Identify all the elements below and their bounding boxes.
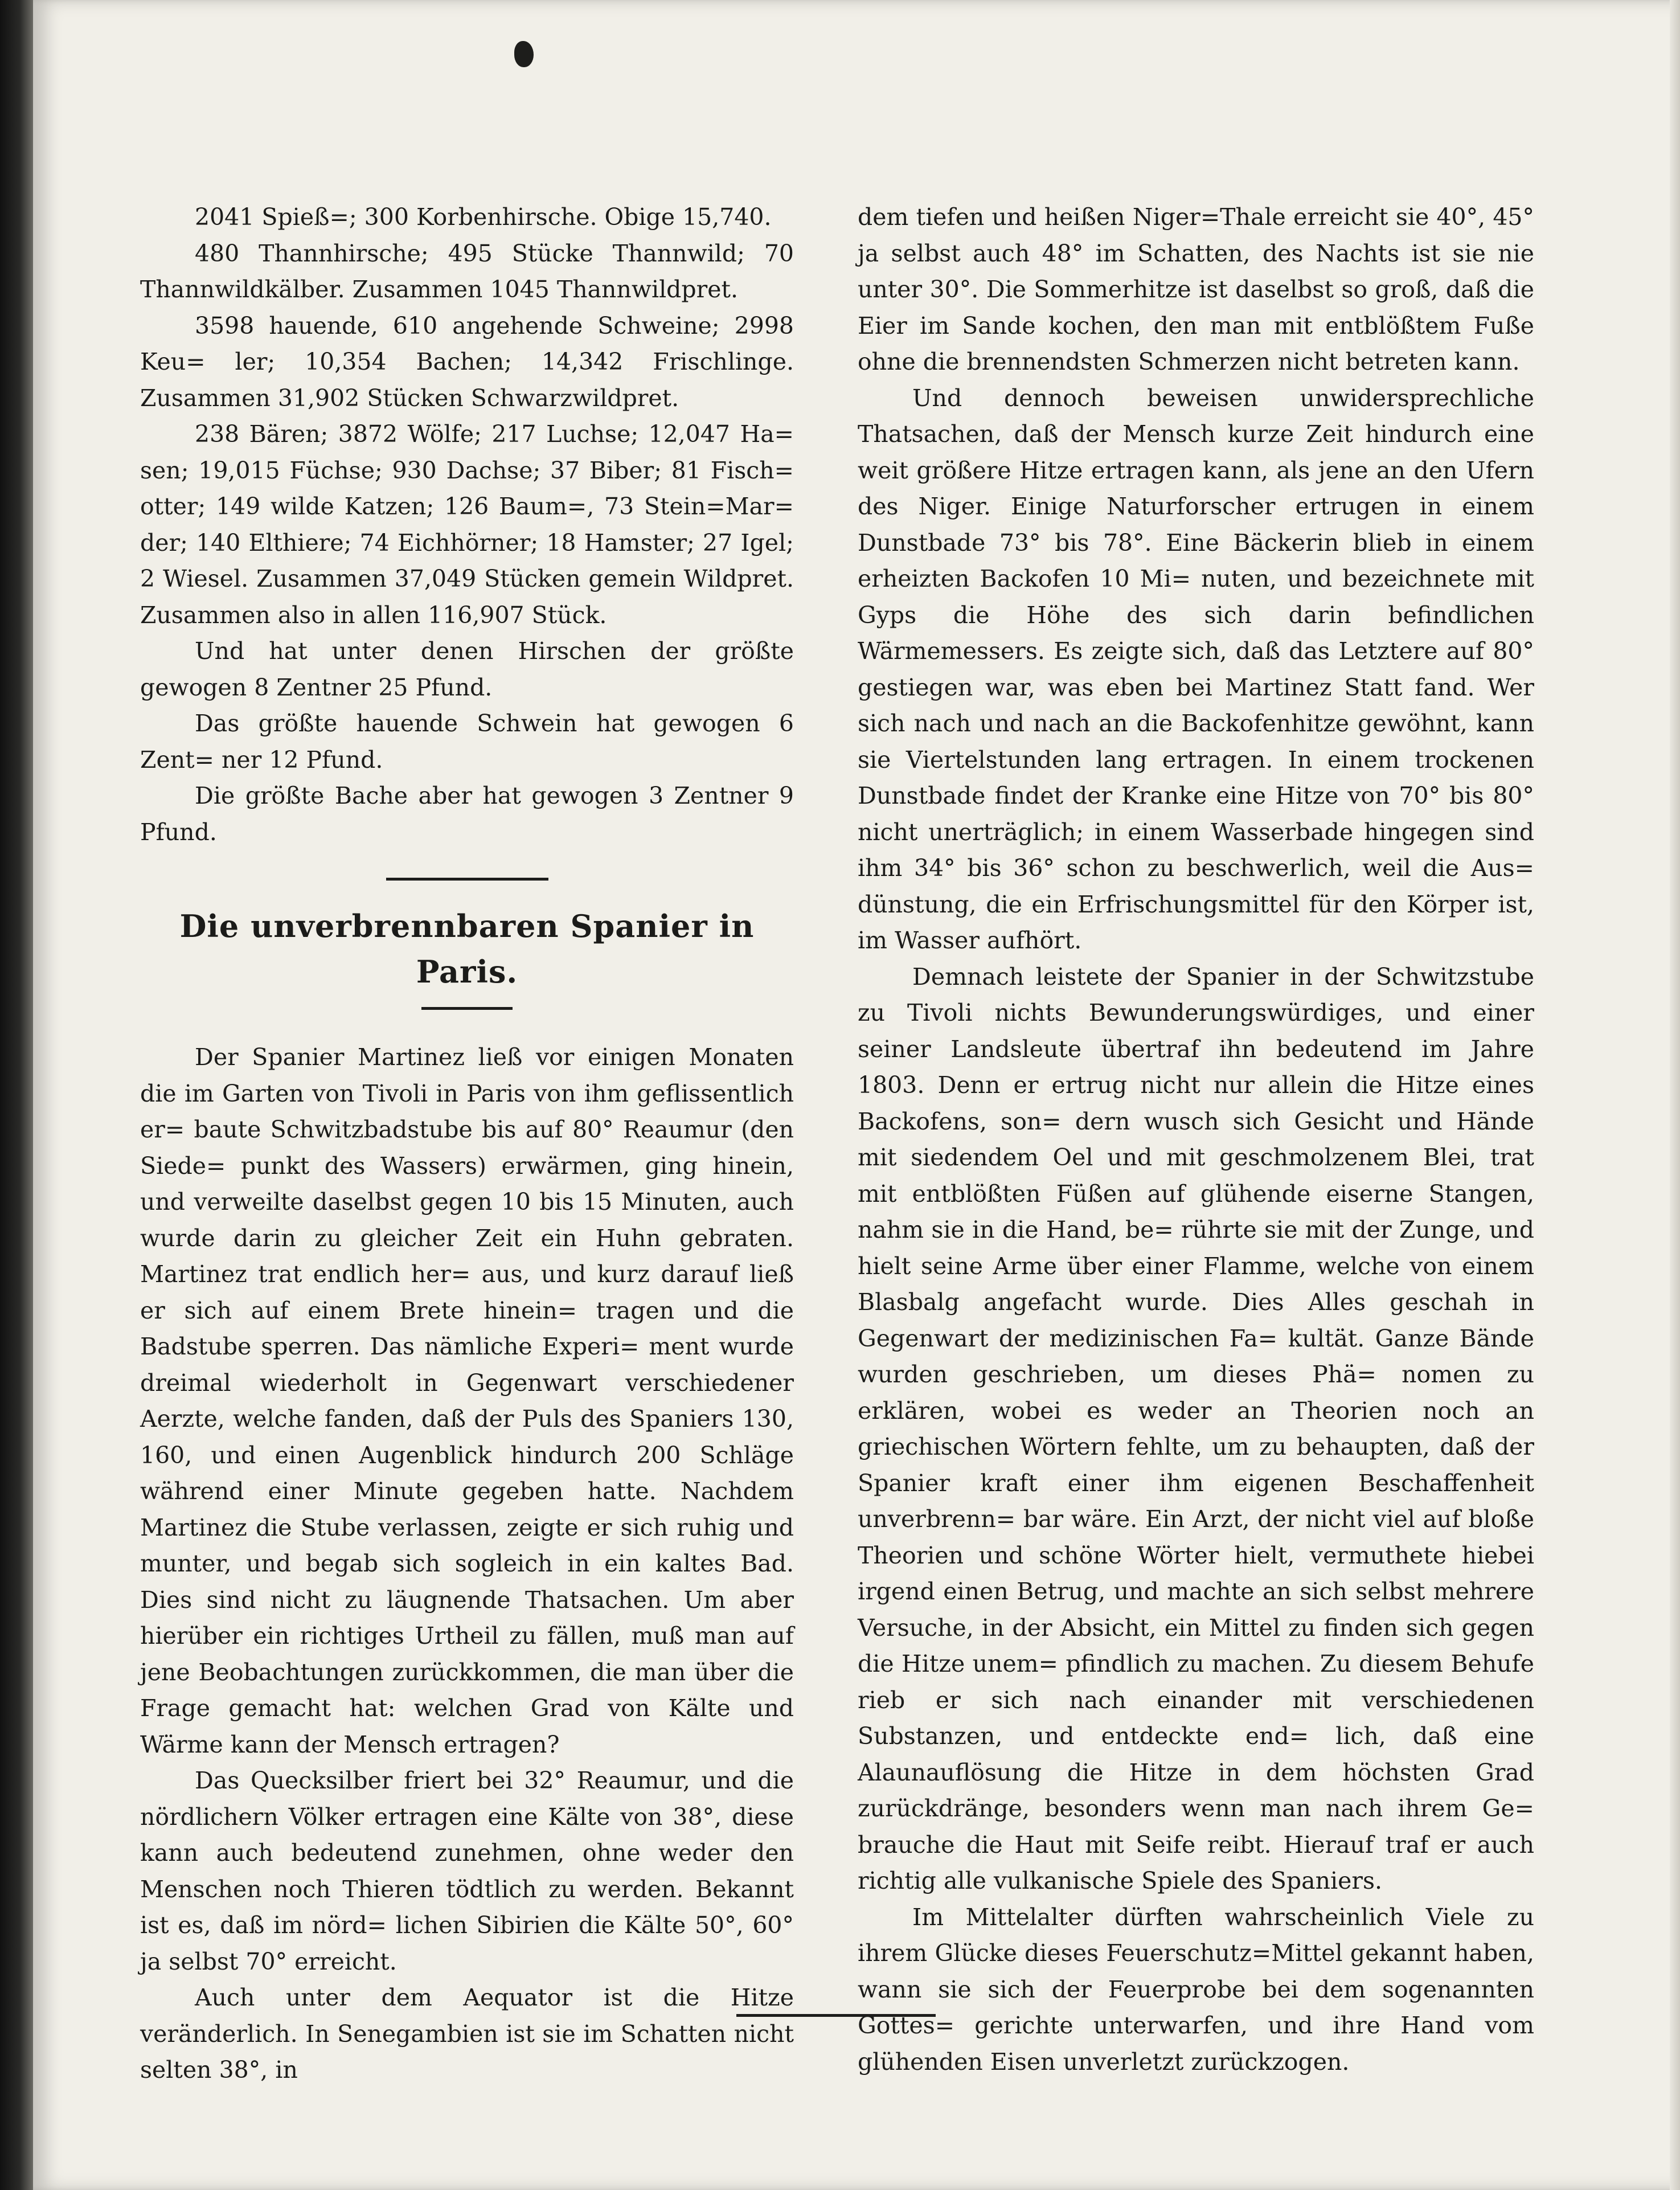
ink-blot (514, 41, 534, 67)
left-column (140, 199, 794, 2089)
right-column (858, 199, 1534, 2080)
article-paragraph: Der Spanier Martinez ließ vor einigen Monaten die im Garten von Tivoli in Paris von ihm geflissentlich er= baute Schwitzbadstube bis auf 80° Reaumur (den Siede= punkt des Wassers) erwärmen, ging hinein, und verweilte daselbst gegen 10 bis 15 Minuten, auch wurde darin zu gleicher Zeit ein Huhn gebraten. Martinez trat endlich her= aus, und kurz darauf ließ er sich auf einem Brete hinein= tragen und die Badstube sperren. Das nämliche Experi= ment wurde dreimal wiederholt in Gegenwart verschiedener Aerzte, welche fanden, daß der Puls des Spaniers 130, 160, und einen Augenblick hindurch 200 Schläge während einer Minute gegeben hatte. Nachdem Martinez die Stube verlassen, zeigte er sich ruhig und munter, und begab sich sogleich in ein kaltes Bad. Dies sind nicht zu läugnende Thatsachen. Um aber hierüber ein richtiges Urtheil zu fällen, muß man auf jene Beobachtungen zurückkommen, die man über die Frage gemacht hat: welchen Grad von Kälte und Wärme kann der Mensch ertragen? (140, 1043, 794, 1758)
page-edge (1670, 0, 1680, 2190)
list-paragraph: Das größte hauende Schwein hat gewogen 6 Zent= ner 12 Pfund. (140, 710, 794, 773)
list-paragraph: 2041 Spieß=; 300 Korbenhirsche. Obige 15,740. (195, 203, 772, 231)
article-title: Die unverbrennbaren Spanier in Paris. (179, 908, 755, 990)
article-paragraph: Das Quecksilber friert bei 32° Reaumur, und die nördlichern Völker ertragen eine Kälte von 38°, diese kann auch bedeutend zunehmen, ohne weder den Menschen noch Thieren tödtlich zu werden. Bekannt ist es, daß im nörd= lichen Sibirien die Kälte 50°, 60° ja selbst 70° erreicht. (140, 1767, 794, 1975)
list-paragraph: Die größte Bache aber hat gewogen 3 Zentner 9 Pfund. (140, 782, 794, 846)
list-paragraph: Und hat unter denen Hirschen der größte gewogen 8 Zentner 25 Pfund. (140, 637, 794, 701)
end-divider (736, 2014, 936, 2017)
article-paragraph: Auch unter dem Aequator ist die Hitze veränderlich. In Senegambien ist sie im Schatten nicht selten 38°, in (140, 1984, 794, 2083)
article-paragraph: dem tiefen und heißen Niger=Thale erreicht sie 40°, 45° ja selbst auch 48° im Schatten, des Nachts ist sie nie unter 30°. Die Sommerhitze ist daselbst so groß, daß die Eier im Sande kochen, den man mit entblößtem Fuße ohne die brennendsten Schmerzen nicht betreten kann. (858, 203, 1534, 375)
article-paragraph: Demnach leistete der Spanier in der Schwitzstube zu Tivoli nichts Bewunderungswürdiges, und einer seiner Landsleute übertraf ihn bedeutend im Jahre 1803. Denn er ertrug nicht nur allein die Hitze eines Backofens, son= dern wusch sich Gesicht und Hände mit siedendem Oel und mit geschmolzenem Blei, trat mit entblößten Füßen auf glühende eiserne Stangen, nahm sie in die Hand, be= rührte sie mit der Zunge, und hielt seine Arme über einer Flamme, welche von einem Blasbalg angefacht wurde. Dies Alles geschah in Gegenwart der medizinischen Fa= kultät. Ganze Bände wurden geschrieben, um dieses Phä= nomen zu erklären, wobei es weder an Theorien noch an griechischen Wörtern fehlte, um zu behaupten, daß der Spanier kraft einer ihm eigenen Beschaffenheit unverbrenn= bar wäre. Ein Arzt, der nicht viel auf bloße Theorien und schöne Wörter hielt, vermuthete hiebei irgend einen Betrug, und machte an sich selbst mehrere Versuche, in der Absicht, ein Mittel zu finden sich gegen die Hitze unem= pfindlich zu machen. Zu diesem Behufe rieb er sich nach einander mit verschiedenen Substanzen, und entdeckte end= lich, daß eine Alaunauflösung die Hitze in dem höchsten Grad zurückdränge, besonders wenn man nach ihrem Ge= brauche die Haut mit Seife reibt. Hierauf traf er auch richtig alle vulkanische Spiele des Spaniers. (858, 963, 1534, 1894)
article-paragraph: Und dennoch beweisen unwidersprechliche Thatsachen, daß der Mensch kurze Zeit hindurch eine weit größere Hitze ertragen kann, als jene an den Ufern des Niger. Einige Naturforscher ertrugen in einem Dunstbade 73° bis 78°. Eine Bäckerin blieb in einem erheizten Backofen 10 Mi= nuten, und bezeichnete mit Gyps die Höhe des sich darin befindlichen Wärmemessers. Es zeigte sich, daß das Letztere auf 80° gestiegen war, was eben bei Martinez Statt fand. Wer sich nach und nach an die Backofenhitze gewöhnt, kann sie Viertelstunden lang ertragen. In einem trockenen Dunstbade findet der Kranke eine Hitze von 70° bis 80° nicht unerträglich; in einem Wasserbade hingegen sind ihm 34° bis 36° schon zu beschwerlich, weil die Aus= dünstung, die ein Erfrischungsmittel für den Körper ist, im Wasser aufhört. (858, 384, 1534, 954)
list-paragraph: 238 Bären; 3872 Wölfe; 217 Luchse; 12,047 Ha= sen; 19,015 Füchse; 930 Dachse; 37 Biber; 81 Fisch= otter; 149 wilde Katzen; 126 Baum=, 73 Stein=Mar= der; 140 Elthiere; 74 Eichhörner; 18 Hamster; 27 Igel; 2 Wiesel. Zusammen 37,049 Stücken gemein Wildpret. Zusammen also in allen 116,907 Stück. (140, 420, 794, 629)
list-paragraph: 3598 hauende, 610 angehende Schweine; 2998 Keu= ler; 10,354 Bachen; 14,342 Frischlinge. Zusammen 31,902 Stücken Schwarzwildpret. (140, 312, 794, 412)
section-divider (386, 878, 548, 881)
article-paragraph: Im Mittelalter dürften wahrscheinlich Viele zu ihrem Glücke dieses Feuerschutz=Mittel gekannt haben, wann sie sich der Feuerprobe bei dem sogenannten Gottes= gerichte unterwarfen, und ihre Hand vom glühenden Eisen unverletzt zurückzogen. (858, 1903, 1534, 2076)
title-divider (421, 1007, 513, 1010)
book-page (33, 0, 1680, 2190)
book-binding-edge (0, 0, 33, 2190)
list-paragraph: 480 Thannhirsche; 495 Stücke Thannwild; 70 Thannwildkälber. Zusammen 1045 Thannwildpret. (140, 239, 794, 303)
